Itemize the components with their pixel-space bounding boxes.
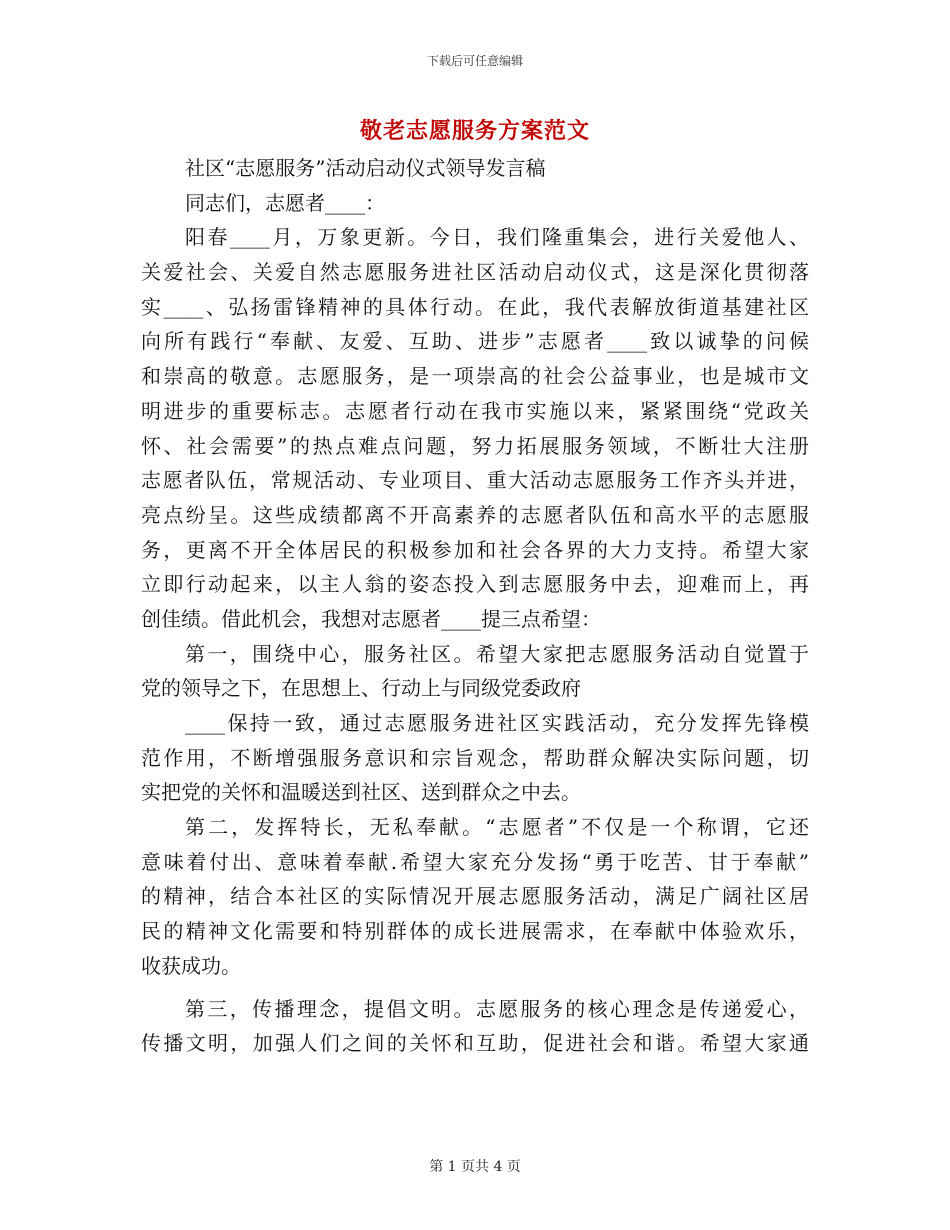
paragraph-line: 收获成功。 — [141, 953, 241, 978]
paragraph-line: 怀、社会需要”的热点难点问题，努力拓展服务领域，不断壮大注册 — [141, 433, 809, 458]
paragraph-line: 亮点纷呈。这些成绩都离不开高素养的志愿者队伍和高水平的志愿服 — [141, 502, 809, 527]
paragraph-line: 传播文明，加强人们之间的关怀和互助，促进社会和谐。希望大家通 — [141, 1031, 809, 1056]
paragraph-line: 阳春____月，万象更新。今日，我们隆重集会，进行关爱他人、 — [185, 225, 809, 250]
paragraph-line: 志愿者队伍，常规活动、专业项目、重大活动志愿服务工作齐头并进， — [141, 468, 809, 493]
paragraph-line: 范作用，不断增强服务意识和宗旨观念，帮助群众解决实际问题，切 — [141, 745, 809, 770]
paragraph-line: 第一，围绕中心，服务社区。希望大家把志愿服务活动自觉置于 — [185, 641, 809, 666]
paragraph-line: 实____、弘扬雷锋精神的具体行动。在此，我代表解放街道基建社区 — [141, 294, 809, 319]
paragraph-line: 的精神，结合本社区的实际情况开展志愿服务活动，满足广阔社区居 — [141, 884, 809, 909]
page-number: 第 1 页共 4 页 — [429, 1159, 521, 1175]
paragraph-line: 意味着付出、意味着奉献.希望大家充分发扬“勇于吃苦、甘于奉献” — [141, 849, 809, 874]
subtitle-line: 社区“志愿服务”活动启动仪式领导发言稿 — [185, 156, 546, 180]
paragraph-line: 实把党的关怀和温暖送到社区、送到群众之中去。 — [141, 780, 581, 805]
paragraph-line: ____保持一致，通过志愿服务进社区实践活动，充分发挥先锋模 — [185, 711, 809, 735]
paragraph-line: 创佳绩。借此机会，我想对志愿者____提三点希望： — [141, 606, 601, 631]
paragraph-line: 党的领导之下，在思想上、行动上与同级党委政府 — [141, 676, 581, 701]
paragraph-line: 第三，传播理念，提倡文明。志愿服务的核心理念是传递爱心， — [185, 996, 809, 1021]
document-title: 敬老志愿服务方案范文 — [359, 118, 590, 144]
document-body — [141, 151, 809, 1061]
salutation-line: 同志们，志愿者____： — [185, 190, 385, 215]
header-note: 下载后可任意编辑 — [426, 54, 523, 68]
paragraph-line: 和崇高的敬意。志愿服务，是一项崇高的社会公益事业，也是城市文 — [141, 364, 809, 389]
paragraph-line: 民的精神文化需要和特别群体的成长进展需求，在奉献中体验欢乐， — [141, 919, 809, 944]
paragraph-line: 明进步的重要标志。志愿者行动在我市实施以来，紧紧围绕“党政关 — [141, 398, 809, 423]
paragraph-line: 第二，发挥特长，无私奉献。“志愿者”不仅是一个称谓，它还 — [185, 815, 809, 840]
paragraph-line: 务，更离不开全体居民的积极参加和社会各界的大力支持。希望大家 — [141, 537, 809, 562]
paragraph-line: 关爱社会、关爱自然志愿服务进社区活动启动仪式，这是深化贯彻落 — [141, 260, 809, 285]
paragraph-line: 立即行动起来，以主人翁的姿态投入到志愿服务中去，迎难而上，再 — [141, 572, 809, 597]
paragraph-line: 向所有践行“奉献、友爱、互助、进步”志愿者____致以诚挚的问候 — [141, 329, 809, 354]
